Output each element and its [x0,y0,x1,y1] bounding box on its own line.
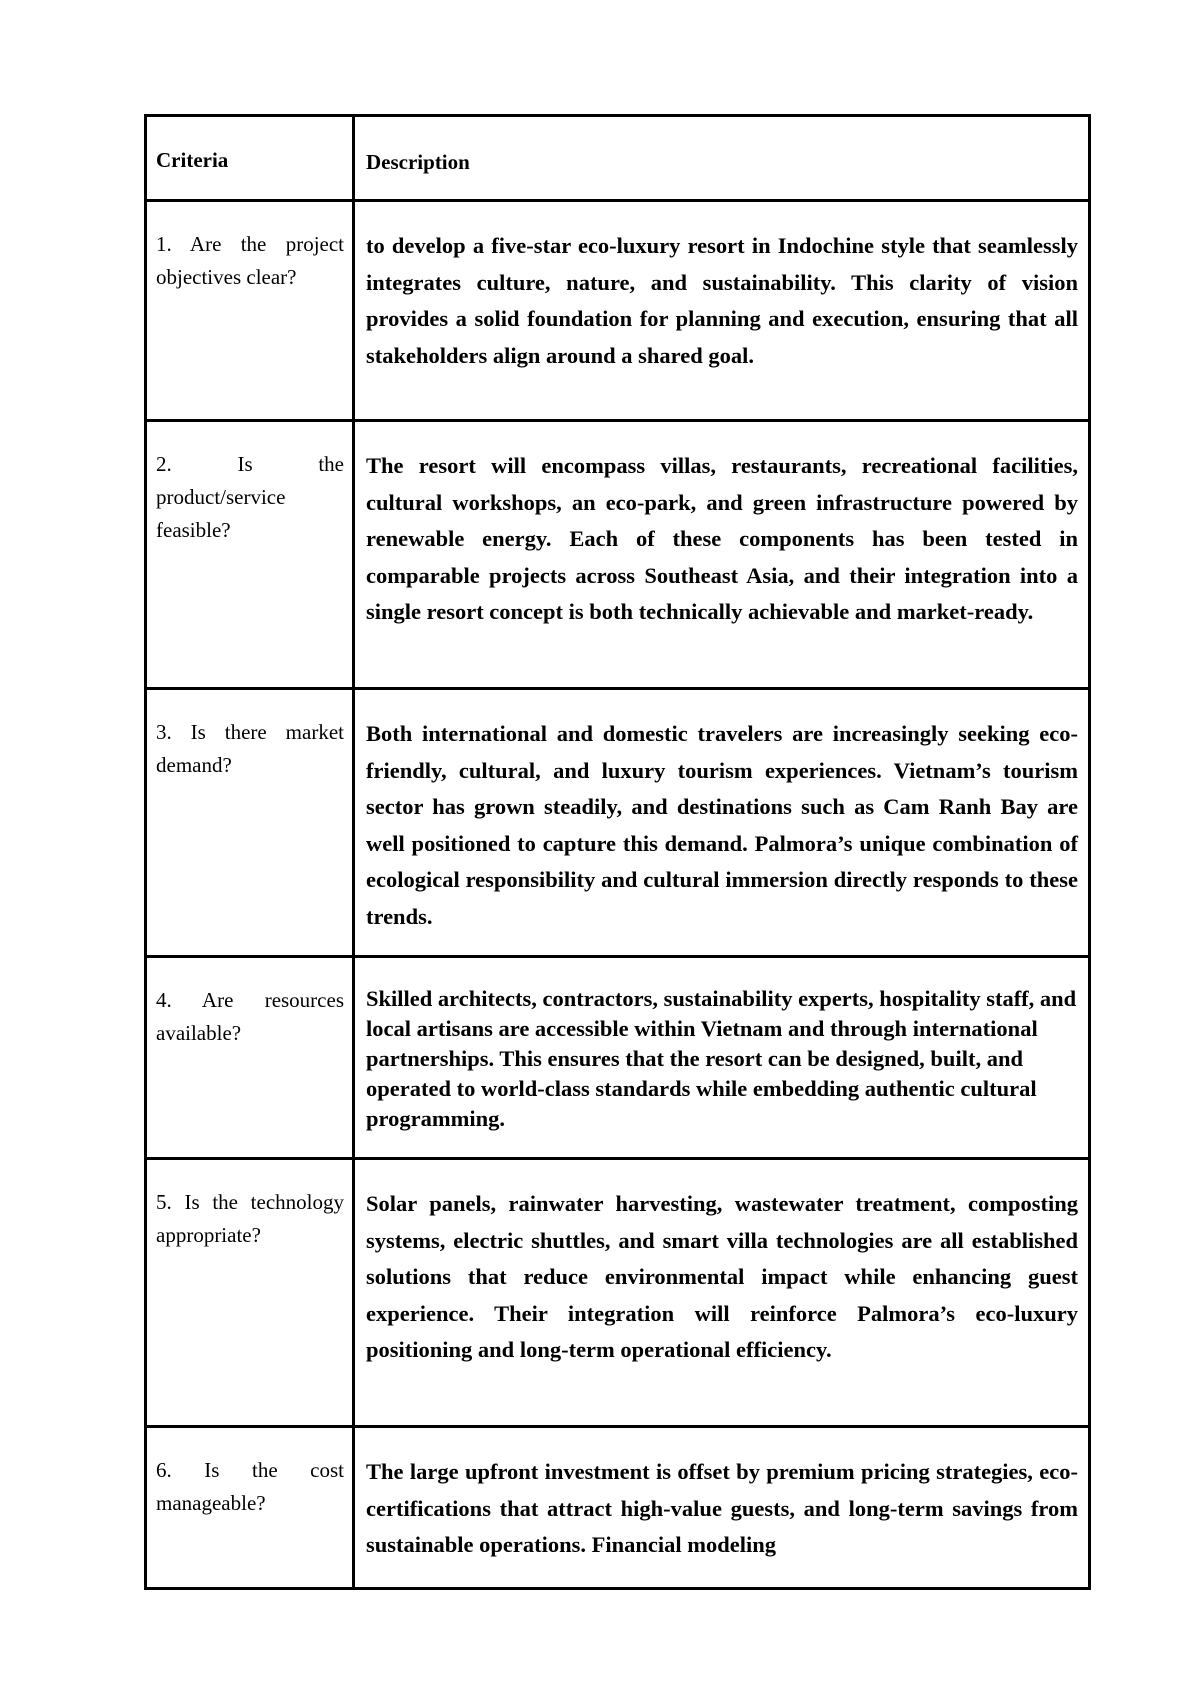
criteria-table [144,114,1091,1590]
table-row [146,1427,1090,1589]
description-cell [354,689,1090,957]
description-text: The resort will encompass villas, restaurants, recreational facilities, cultural workshops, an eco-park, and green infrastructure powered by renewable energy. Each of these components has been tested in comparable projects across Southeast Asia, and their integration into a single resort concept is both technically achievable and market-ready. [366,453,1078,624]
description-cell [354,957,1090,1159]
criteria-text: 2. Is the product/service feasible? [156,452,344,542]
description-cell [354,201,1090,421]
table-row [146,689,1090,957]
table-row [146,1159,1090,1427]
criteria-cell [146,1427,354,1589]
criteria-text: 5. Is the technology appropriate? [156,1190,344,1247]
description-text: to develop a five-star eco-luxury resort in Indochine style that seamlessly integrates culture, nature, and sustainability. This clarity of vision provides a solid foundation for planning and execution, ensuring that all stakeholders align around a shared goal. [366,233,1078,368]
criteria-cell [146,201,354,421]
criteria-text: 4. Are resources available? [156,988,344,1045]
description-text: Both international and domestic travelers are increasingly seeking eco-friendly, cultural, and luxury tourism experiences. Vietnam’s tourism sector has grown steadily, and destinations such as Cam Ranh Bay are well positioned to capture this demand. Palmora’s unique combination of ecological responsibility and cultural immersion directly responds to these trends. [366,721,1078,929]
criteria-text: 6. Is the cost manageable? [156,1458,344,1515]
header-cell-description [354,116,1090,201]
header-criteria-label: Criteria [156,148,229,172]
criteria-cell [146,689,354,957]
criteria-cell [146,957,354,1159]
criteria-text: 3. Is there market demand? [156,720,344,777]
header-cell-criteria [146,116,354,201]
criteria-cell [146,1159,354,1427]
table-header-row [146,116,1090,201]
criteria-text: 1. Are the project objectives clear? [156,232,344,289]
description-cell [354,421,1090,689]
description-cell [354,1159,1090,1427]
description-text: Skilled architects, contractors, sustainability experts, hospitality staff, and local artisans are accessible within Vietnam and through international partnerships. This ensures that the resort can be designed, built, and operated to world-class standards while embedding authentic cultural programming. [366,986,1077,1131]
description-text: Solar panels, rainwater harvesting, wastewater treatment, composting systems, electric shuttles, and smart villa technologies are all established solutions that reduce environmental impact while enhancing guest experience. Their integration will reinforce Palmora’s eco-luxury positioning and long-term operational efficiency. [366,1191,1078,1362]
table-row [146,201,1090,421]
criteria-cell [146,421,354,689]
description-text: The large upfront investment is offset by premium pricing strategies, eco-certifications that attract high-value guests, and long-term savings from sustainable operations. Financial modeling [366,1459,1078,1557]
description-cell [354,1427,1090,1589]
table-row [146,957,1090,1159]
table-row [146,421,1090,689]
header-description-label: Description [366,150,470,174]
